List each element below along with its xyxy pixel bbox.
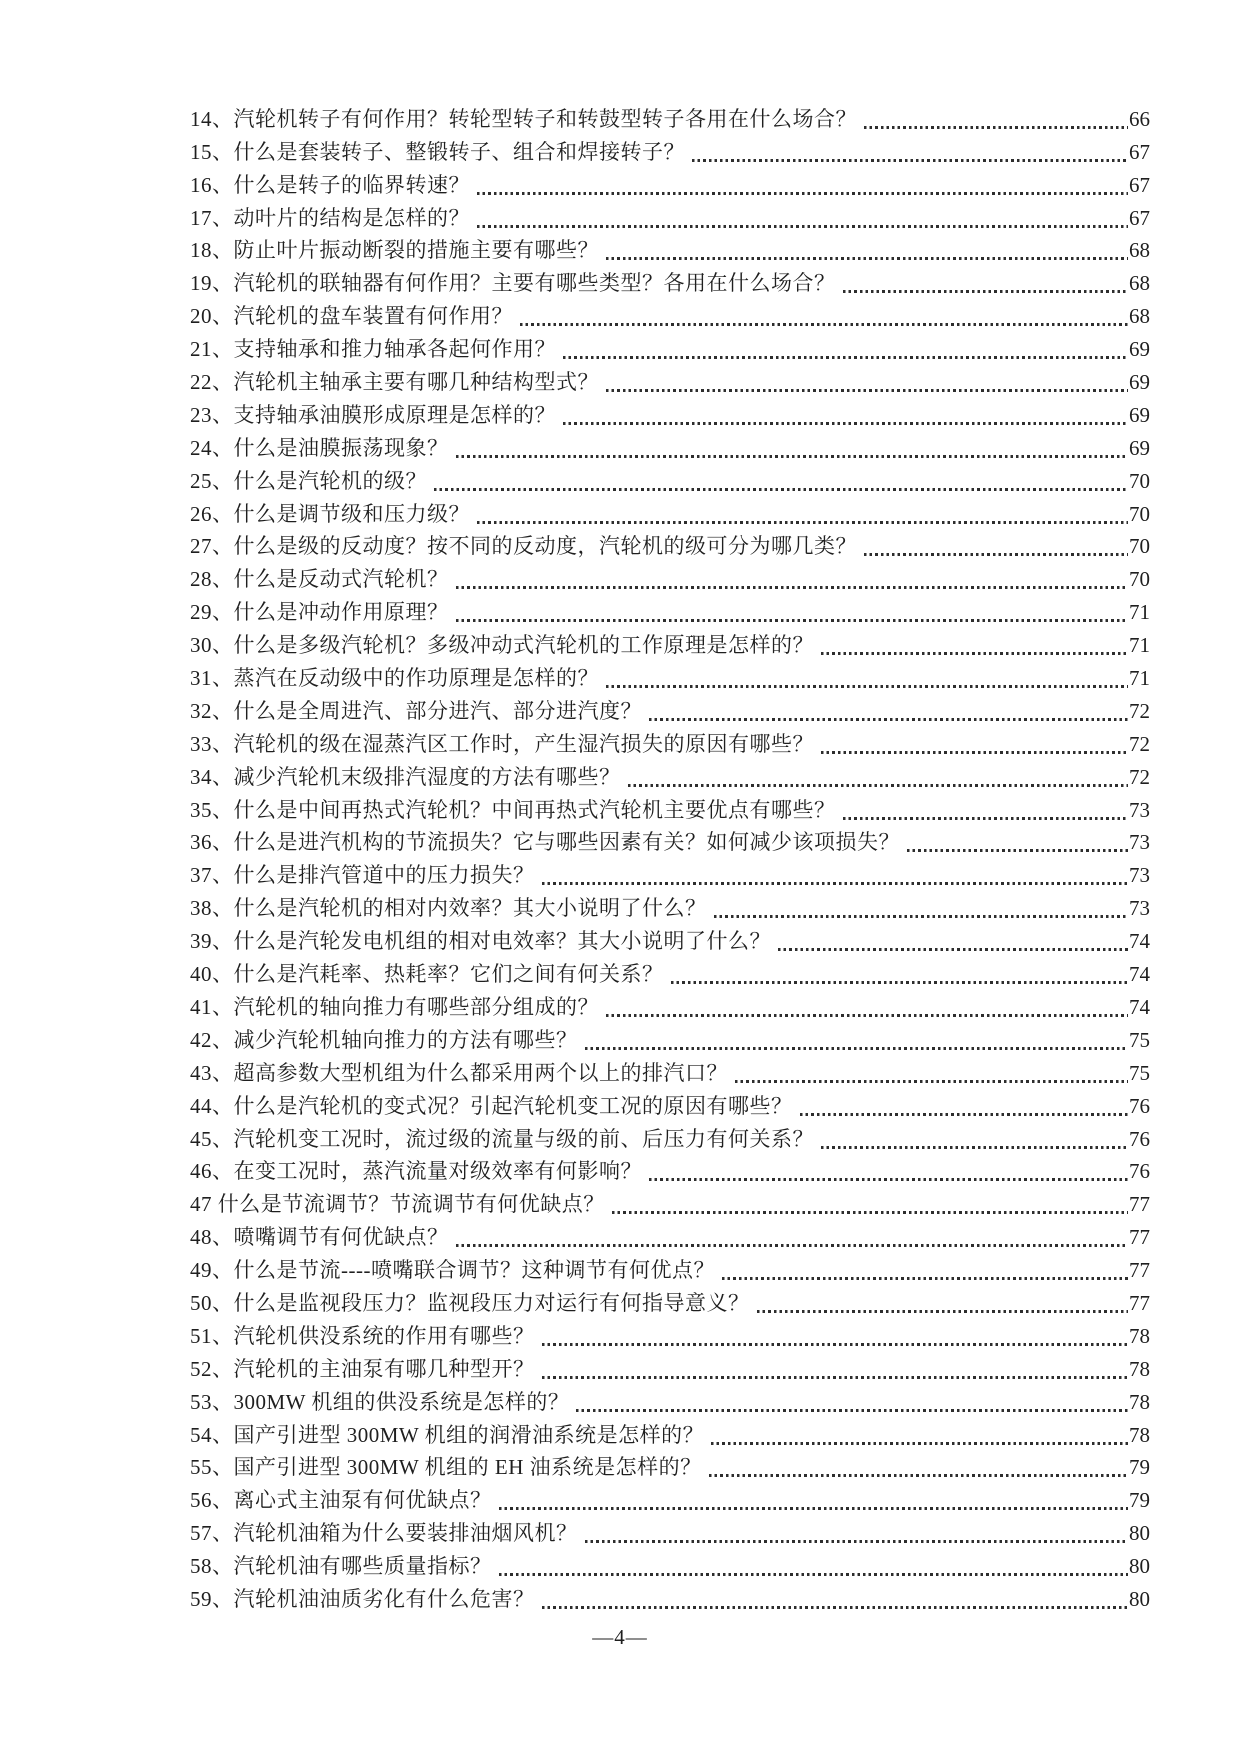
toc-entry-title: 什么是排汽管道中的压力损失？ [233,863,535,888]
dotted-leader [542,1606,1129,1609]
toc-entry-page: 72 [1129,698,1150,723]
toc-entry-title: 国产引进型 300MW 机组的 EH 油系统是怎样的？ [233,1455,702,1480]
toc-entry-page: 80 [1129,1521,1150,1546]
toc-entry-title: 在变工况时，蒸汽流量对级效率有何影响？ [233,1159,642,1184]
dotted-leader [843,290,1129,293]
page-number-footer: —4— [592,1625,648,1649]
toc-entry-number: 51、 [190,1323,234,1348]
dotted-leader [612,1211,1128,1214]
toc-entry-title: 动叶片的结构是怎样的？ [233,205,470,230]
dotted-leader [606,685,1128,688]
dotted-leader [542,882,1129,885]
dotted-leader [800,1113,1129,1116]
toc-entry [190,1581,1150,1614]
toc-entry-title: 什么是进汽机构的节流损失？它与哪些因素有关？如何减少该项损失？ [233,830,900,855]
dotted-leader [576,1409,1128,1412]
toc-entry-title: 减少汽轮机轴向推力的方法有哪些？ [233,1027,578,1052]
toc-entry-number: 49、 [190,1258,234,1283]
dotted-leader [649,718,1128,721]
toc-entry-page: 74 [1129,994,1150,1019]
dotted-leader [628,784,1129,787]
toc-entry [190,956,1150,989]
toc-entry-title: 什么是冲动作用原理？ [233,600,449,625]
toc-entry-page: 71 [1129,633,1150,658]
toc-entry-title: 防止叶片振动断裂的措施主要有哪些？ [233,238,599,263]
toc-entry [190,825,1150,858]
toc-entry-page: 68 [1129,238,1150,263]
toc-entry-number: 30、 [190,633,234,658]
dotted-leader [864,553,1128,556]
toc-entry-page: 76 [1129,1093,1150,1118]
toc-entry-number: 44、 [190,1093,234,1118]
toc-entry-page: 78 [1129,1422,1150,1447]
toc-entry-page: 70 [1129,501,1150,526]
toc-entry-page: 74 [1129,962,1150,987]
toc-entry-page: 67 [1129,139,1150,164]
toc-entry [190,331,1150,364]
toc-entry-page: 76 [1129,1126,1150,1151]
dotted-leader [563,356,1128,359]
dotted-leader [907,849,1128,852]
toc-entry-number: 27、 [190,534,234,559]
toc-entry-number: 42、 [190,1027,234,1052]
toc-entry-number: 46、 [190,1159,234,1184]
toc-entry-title: 300MW 机组的供没系统是怎样的？ [233,1389,570,1414]
dotted-leader [456,1244,1129,1247]
toc-entry [190,496,1150,529]
toc-entry-number: 23、 [190,402,234,427]
toc-entry [190,1285,1150,1318]
toc-entry-number: 17、 [190,205,234,230]
toc-entry-page: 77 [1129,1192,1150,1217]
toc-entry [190,1384,1150,1417]
toc-entry-title: 支持轴承油膜形成原理是怎样的？ [233,402,556,427]
toc-entry-number: 29、 [190,600,234,625]
toc-entry-number: 26、 [190,501,234,526]
dotted-leader [649,1178,1128,1181]
toc-entry [190,1121,1150,1154]
toc-entry-page: 71 [1129,600,1150,625]
toc-entry-title: 汽轮机的联轴器有何作用？主要有哪些类型？各用在什么场合？ [233,271,836,296]
toc-entry-title: 什么是汽轮机的级？ [233,468,427,493]
toc-entry [190,430,1150,463]
toc-entry [190,463,1150,496]
toc-entry-page: 69 [1129,370,1150,395]
toc-entry [190,167,1150,200]
toc-entry-number: 55、 [190,1455,234,1480]
toc-entry-number: 16、 [190,172,234,197]
toc-entry-page: 78 [1129,1389,1150,1414]
toc-entry-page: 71 [1129,666,1150,691]
toc-entry-number: 24、 [190,435,234,460]
toc-entry-title: 汽轮机的轴向推力有哪些部分组成的？ [233,994,599,1019]
toc-entry-title: 什么是节流----喷嘴联合调节？这种调节有何优点？ [233,1258,715,1283]
toc-entry-title: 汽轮机的主油泵有哪几种型开？ [233,1356,535,1381]
toc-entry-title: 什么是监视段压力？监视段压力对运行有何指导意义？ [233,1290,750,1315]
dotted-leader [757,1310,1129,1313]
dotted-leader [456,455,1129,458]
toc-entry-title: 汽轮机的盘车装置有何作用？ [233,304,513,329]
toc-entry-page: 79 [1129,1488,1150,1513]
toc-entry [190,1351,1150,1384]
toc-entry [190,1186,1150,1219]
toc-entry-page: 73 [1129,896,1150,921]
toc-entry-number: 58、 [190,1554,234,1579]
toc-entry [190,792,1150,825]
toc-entry-page: 73 [1129,797,1150,822]
dotted-leader [692,159,1128,162]
dotted-leader [520,323,1128,326]
toc-entry [190,364,1150,397]
dotted-leader [671,981,1129,984]
toc-entry-page: 68 [1129,304,1150,329]
dotted-leader [864,126,1128,129]
toc-entry [190,923,1150,956]
toc-entry-number: 48、 [190,1225,234,1250]
toc-entry-page: 73 [1129,863,1150,888]
toc-entry [190,660,1150,693]
dotted-leader [585,1047,1129,1050]
toc-entry-title: 什么是汽轮机的相对内效率？其大小说明了什么？ [233,896,707,921]
dotted-leader [821,1146,1128,1149]
toc-entry-title: 什么是级的反动度？按不同的反动度，汽轮机的级可分为哪几类？ [233,534,857,559]
toc-entry-title: 什么是多级汽轮机？多级冲动式汽轮机的工作原理是怎样的？ [233,633,814,658]
toc-entry-page: 68 [1129,271,1150,296]
toc-entry [190,265,1150,298]
toc-entry [190,693,1150,726]
toc-entry-page: 67 [1129,172,1150,197]
toc-entry-title: 汽轮机变工况时，流过级的流量与级的前、后压力有何关系？ [233,1126,814,1151]
toc-entry [190,529,1150,562]
toc-entry [190,857,1150,890]
toc-entry-title: 什么是全周进汽、部分进汽、部分进汽度？ [233,698,642,723]
toc-entry-number: 41、 [190,994,234,1019]
toc-entry [190,1219,1150,1252]
toc-entry-page: 69 [1129,402,1150,427]
toc-entry-number: 28、 [190,567,234,592]
toc-entry-number: 25、 [190,468,234,493]
dotted-leader [542,1376,1129,1379]
toc-entry [190,134,1150,167]
toc-entry-number: 59、 [190,1586,234,1611]
toc-entry-title: 喷嘴调节有何优缺点？ [233,1225,449,1250]
toc-entry [190,561,1150,594]
dotted-leader [477,225,1128,228]
toc-entry-page: 69 [1129,337,1150,362]
toc-entry-title: 汽轮机主轴承主要有哪几种结构型式？ [233,370,599,395]
toc-entry-title: 离心式主油泵有何优缺点？ [233,1488,492,1513]
toc-entry-title: 汽轮机转子有何作用？转轮型转子和转鼓型转子各用在什么场合？ [233,106,857,131]
toc-entry-number: 36、 [190,830,234,855]
toc-entry-title: 汽轮机油箱为什么要装排油烟风机？ [233,1521,578,1546]
toc-entry [190,1318,1150,1351]
toc-entry [190,1088,1150,1121]
toc-entry-page: 67 [1129,205,1150,230]
dotted-leader [456,619,1129,622]
toc-entry-page: 66 [1129,106,1150,131]
toc-entry-title: 超高参数大型机组为什么都采用两个以上的排汽口？ [233,1060,728,1085]
dotted-leader [714,915,1129,918]
toc-entry-number: 54、 [190,1422,234,1447]
toc-entry [190,1450,1150,1483]
toc-entry [190,627,1150,660]
toc-entry-page: 69 [1129,435,1150,460]
toc-entry-number: 40、 [190,962,234,987]
toc-entry [190,397,1150,430]
toc-entry-title: 什么是油膜振荡现象？ [233,435,449,460]
toc-entry-number: 32、 [190,698,234,723]
dotted-leader [477,192,1128,195]
toc-entry [190,298,1150,331]
toc-entry-title: 什么是汽轮发电机组的相对电效率？其大小说明了什么？ [233,929,771,954]
dotted-leader [456,586,1129,589]
toc-entry-number: 39、 [190,929,234,954]
toc-entry-page: 80 [1129,1586,1150,1611]
toc-entry-title: 什么是节流调节？节流调节有何优缺点？ [217,1192,605,1217]
toc-entry-page: 75 [1129,1027,1150,1052]
toc-entry-number: 31、 [190,666,234,691]
toc-entry-page: 75 [1129,1060,1150,1085]
dotted-leader [499,1573,1129,1576]
toc-entry-number: 57、 [190,1521,234,1546]
toc-entry [190,233,1150,266]
toc-entry [190,200,1150,233]
toc-entry [190,101,1150,134]
toc-entry [190,1154,1150,1187]
toc-entry [190,1548,1150,1581]
toc-entry-number: 53、 [190,1389,234,1414]
toc-entry-number: 22、 [190,370,234,395]
toc-entry-number: 52、 [190,1356,234,1381]
toc-entry [190,1515,1150,1548]
toc-entry-number: 14、 [190,106,234,131]
dotted-leader [477,521,1128,524]
toc-entry-title: 蒸汽在反动级中的作功原理是怎样的？ [233,666,599,691]
toc-entry-number: 50、 [190,1290,234,1315]
dotted-leader [606,257,1128,260]
toc-entry-number: 34、 [190,764,234,789]
toc-entry [190,890,1150,923]
dotted-leader [709,1474,1128,1477]
toc-entry-number: 18、 [190,238,234,263]
toc-entry-page: 72 [1129,731,1150,756]
toc-entry-number: 47 [190,1192,218,1217]
toc-entry-title: 减少汽轮机末级排汽湿度的方法有哪些？ [233,764,621,789]
dotted-leader [711,1442,1128,1445]
table-of-contents [190,101,1150,1614]
dotted-leader [499,1507,1129,1510]
toc-entry-number: 20、 [190,304,234,329]
dotted-leader [722,1277,1128,1280]
dotted-leader [843,817,1129,820]
dotted-leader [434,488,1128,491]
toc-entry-page: 73 [1129,830,1150,855]
toc-entry-title: 汽轮机的级在湿蒸汽区工作时，产生湿汽损失的原因有哪些？ [233,731,814,756]
dotted-leader [821,652,1128,655]
toc-entry-title: 支持轴承和推力轴承各起何作用？ [233,337,556,362]
toc-entry-page: 70 [1129,534,1150,559]
toc-entry-number: 45、 [190,1126,234,1151]
toc-entry-page: 74 [1129,929,1150,954]
toc-entry [190,759,1150,792]
dotted-leader [821,751,1128,754]
toc-entry-title: 什么是汽轮机的变式况？引起汽轮机变工况的原因有哪些？ [233,1093,793,1118]
toc-entry-number: 38、 [190,896,234,921]
toc-entry-title: 汽轮机油有哪些质量指标？ [233,1554,492,1579]
dotted-leader [563,422,1128,425]
dotted-leader [778,948,1128,951]
dotted-leader [542,1343,1129,1346]
toc-entry-page: 78 [1129,1323,1150,1348]
toc-entry-page: 77 [1129,1225,1150,1250]
toc-entry-page: 70 [1129,468,1150,493]
toc-entry-page: 79 [1129,1455,1150,1480]
toc-entry-title: 汽轮机油油质劣化有什么危害？ [233,1586,535,1611]
toc-entry-number: 21、 [190,337,234,362]
toc-entry-title: 汽轮机供没系统的作用有哪些？ [233,1323,535,1348]
toc-entry [190,1055,1150,1088]
toc-entry-number: 37、 [190,863,234,888]
toc-entry-title: 什么是汽耗率、热耗率？它们之间有何关系？ [233,962,664,987]
toc-entry-title: 什么是调节级和压力级？ [233,501,470,526]
toc-entry-page: 80 [1129,1554,1150,1579]
toc-entry-number: 33、 [190,731,234,756]
toc-entry [190,1252,1150,1285]
toc-entry [190,1022,1150,1055]
toc-entry [190,594,1150,627]
toc-entry-title: 什么是中间再热式汽轮机？中间再热式汽轮机主要优点有哪些？ [233,797,836,822]
toc-entry-title: 什么是转子的临界转速？ [233,172,470,197]
dotted-leader [735,1080,1128,1083]
dotted-leader [606,1014,1128,1017]
toc-entry-page: 70 [1129,567,1150,592]
toc-entry-number: 35、 [190,797,234,822]
toc-entry [190,726,1150,759]
toc-entry-number: 43、 [190,1060,234,1085]
toc-entry-number: 56、 [190,1488,234,1513]
toc-entry-title: 什么是反动式汽轮机？ [233,567,449,592]
toc-entry-number: 19、 [190,271,234,296]
toc-entry-page: 77 [1129,1290,1150,1315]
toc-entry [190,1417,1150,1450]
toc-entry-page: 77 [1129,1258,1150,1283]
toc-entry-number: 15、 [190,139,234,164]
toc-entry-title: 什么是套装转子、整锻转子、组合和焊接转子？ [233,139,685,164]
toc-entry-page: 76 [1129,1159,1150,1184]
toc-entry [190,989,1150,1022]
toc-entry-page: 78 [1129,1356,1150,1381]
toc-entry-title: 国产引进型 300MW 机组的润滑油系统是怎样的？ [233,1422,705,1447]
toc-entry [190,1482,1150,1515]
dotted-leader [585,1540,1129,1543]
toc-entry-page: 72 [1129,764,1150,789]
dotted-leader [606,389,1128,392]
